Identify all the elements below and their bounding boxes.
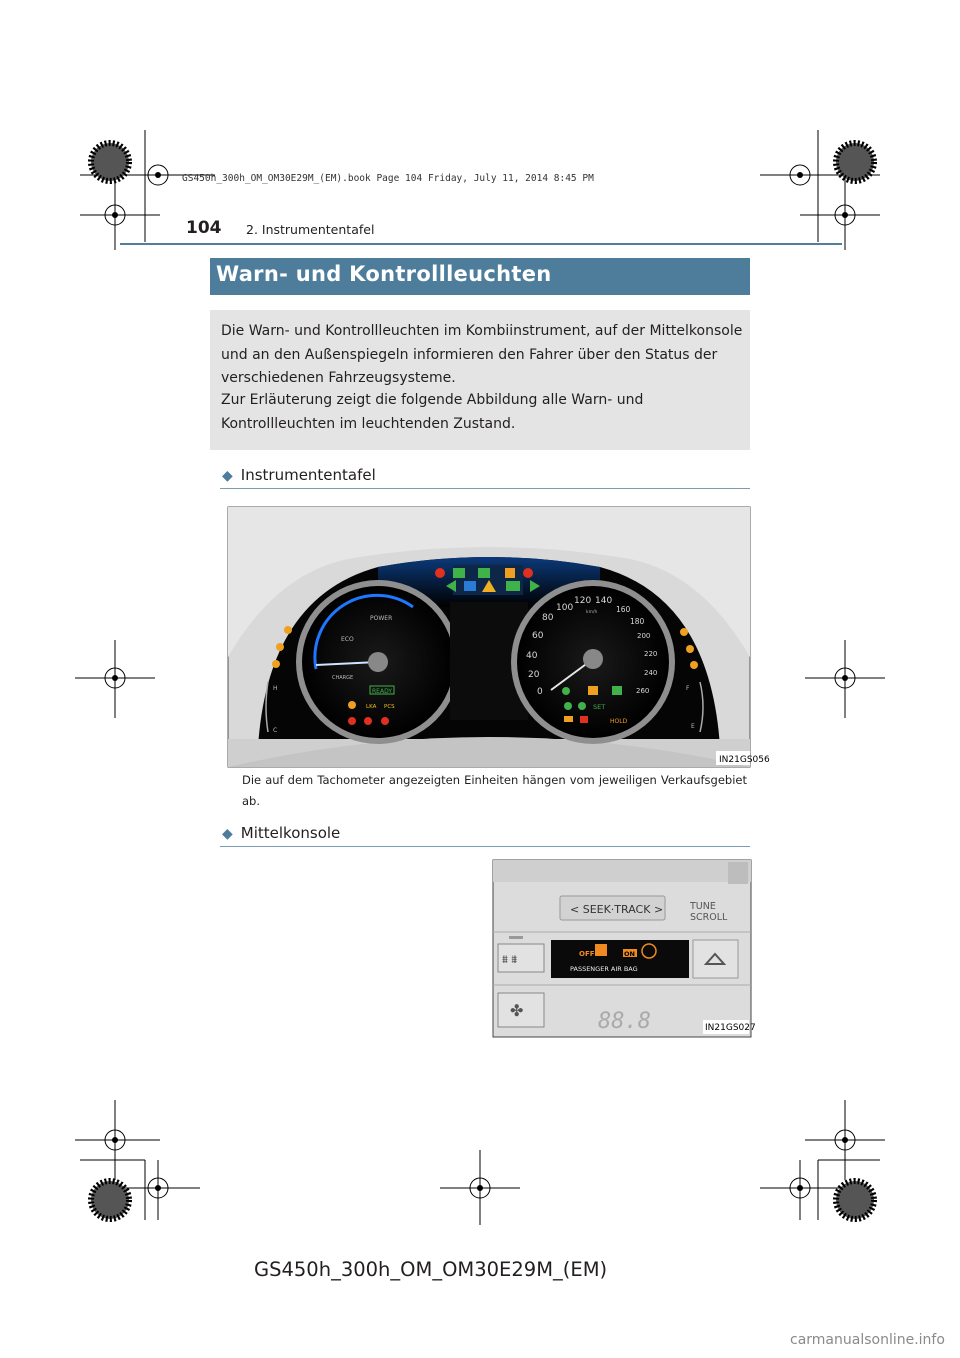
defogger-icon[interactable]: ⩩ ⩩: [502, 953, 518, 966]
svg-text:180: 180: [630, 617, 645, 626]
section-rule: [220, 488, 750, 489]
figure-code-cluster: IN21GS056: [719, 755, 770, 765]
svg-text:40: 40: [526, 651, 538, 661]
svg-text:100: 100: [556, 603, 574, 613]
intro-paragraph-1: Die Warn- und Kontrollleuchten im Kombiinstrument, auf der Mittelkonsole und an den Außenspiegeln informieren den Fahrer über den Status der verschiedenen Fahrzeugsysteme.: [221, 323, 743, 386]
seek-track-button[interactable]: < SEEK·TRACK >: [570, 903, 664, 916]
section-rule: [220, 846, 750, 847]
ready-label: READY: [372, 688, 393, 695]
svg-text:220: 220: [644, 650, 658, 658]
airbag-off-label: OFF: [579, 950, 595, 958]
temp-display: 88.8: [598, 1009, 651, 1034]
eco-label: ECO: [341, 636, 354, 643]
svg-text:0: 0: [537, 687, 543, 697]
svg-text:20: 20: [528, 670, 540, 680]
svg-text:60: 60: [532, 631, 544, 641]
speed-unit: km/h: [586, 610, 598, 615]
power-label: POWER: [370, 615, 393, 622]
section-heading-instrument: ◆ Instrumententafel: [222, 466, 376, 484]
charge-label: CHARGE: [332, 675, 354, 681]
svg-text:80: 80: [542, 613, 554, 623]
watermark: carmanualsonline.info: [790, 1332, 945, 1348]
instrument-cluster-figure: [228, 507, 770, 767]
fuel-full-label: F: [686, 685, 690, 692]
diamond-icon: ◆: [222, 468, 233, 484]
header-rule: [120, 243, 842, 245]
intro-paragraph-2: Zur Erläuterung zeigt die folgende Abbildung alle Warn- und Kontrollleuchten im leuchtenden Zustand.: [221, 392, 644, 432]
scroll-label: SCROLL: [690, 912, 728, 923]
chapter-title: 2. Instrumententafel: [246, 222, 375, 237]
airbag-on-label: ON: [624, 950, 635, 958]
hold-label: HOLD: [610, 718, 628, 725]
page-title: Warn- und Kontrollleuchten: [216, 262, 552, 286]
tune-label: TUNE: [690, 901, 716, 912]
svg-text:260: 260: [636, 687, 650, 695]
fuel-empty-label: E: [691, 723, 695, 730]
page-number: 104: [186, 218, 222, 238]
temp-hot-label: H: [273, 685, 278, 692]
passenger-airbag-label: PASSENGER AIR BAG: [570, 965, 638, 973]
svg-text:200: 200: [637, 632, 651, 640]
fan-icon[interactable]: ✤: [510, 1001, 524, 1020]
figure-code-console: IN21GS027: [705, 1023, 756, 1033]
svg-text:240: 240: [644, 669, 658, 677]
set-label: SET: [593, 703, 606, 711]
print-info: GS450h_300h_OM_OM30E29M_(EM).book Page 104 Friday, July 11, 2014 8:45 PM: [182, 173, 594, 184]
footer-code: GS450h_300h_OM_OM30E29M_(EM): [254, 1258, 608, 1281]
diamond-icon: ◆: [222, 826, 233, 842]
figure-caption: Die auf dem Tachometer angezeigten Einheiten hängen vom jeweiligen Verkaufsgebiet ab.: [242, 773, 747, 808]
pcs-label: PCS: [384, 704, 395, 710]
svg-text:140: 140: [595, 596, 613, 606]
lka-label: LKA: [366, 704, 377, 710]
svg-text:120: 120: [574, 596, 592, 606]
section-heading-console: ◆ Mittelkonsole: [222, 824, 341, 842]
svg-text:160: 160: [616, 605, 631, 614]
center-console-figure: [493, 860, 756, 1037]
temp-cold-label: C: [273, 727, 278, 734]
